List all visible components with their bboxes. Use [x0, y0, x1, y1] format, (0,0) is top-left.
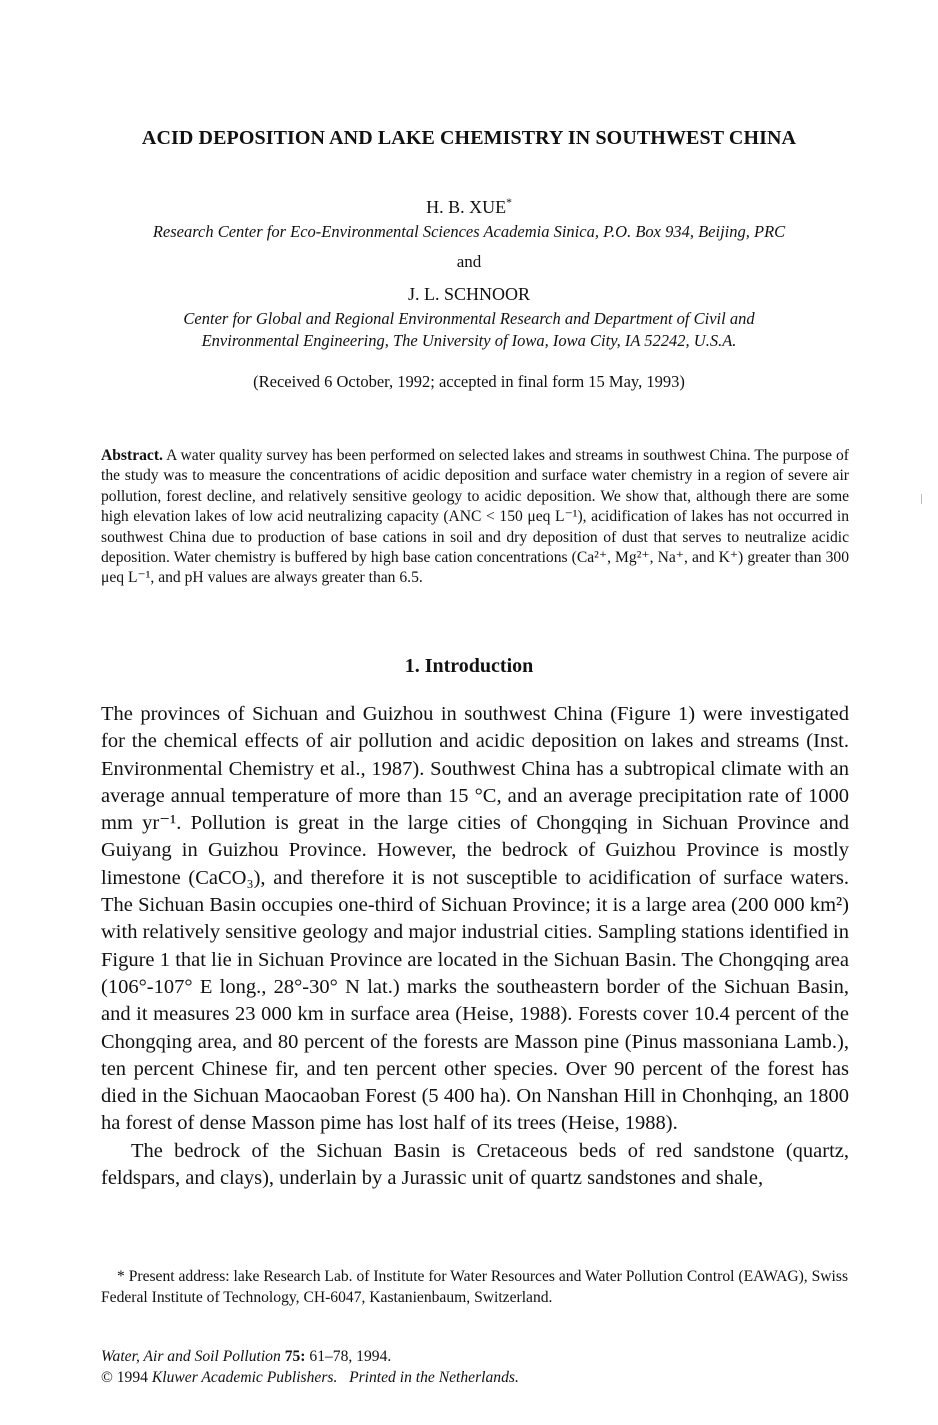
- abstract-text: A water quality survey has been performed on selected lakes and streams in southwest China. The purpose of the study was to measure the concentrations of acidic deposition and surface water chemistry in a region of severe air pollution, forest decline, and relatively sensitive geology to acidic deposition. We show that, although there are some high elevation lakes of low acid neutralizing capacity (ANC < 150 μeq L⁻¹), acidification of lakes has not occurred in southwest China due to production of base cations in soil and dry deposition of dust that serves to neutralize acidic deposition. Water chemistry is buffered by high base cation concentrations (Ca²⁺, Mg²⁺, Na⁺, and K⁺) greater than 300 μeq L⁻¹, and pH values are always greater than 6.5.: [101, 447, 849, 587]
- abstract-label: Abstract.: [101, 447, 163, 464]
- footnote: [101, 1266, 849, 1308]
- author-1-name: H. B. XUE: [426, 197, 507, 217]
- publisher: Kluwer Academic Publishers.: [151, 1369, 338, 1386]
- footnote-mark: *: [117, 1268, 125, 1285]
- abstract: [101, 446, 849, 589]
- paragraph: The provinces of Sichuan and Guizhou in southwest China (Figure 1) were investigated for the chemical effects of air pollution and acidic deposition on lakes and streams (Inst. Environmental Chemistry et al., 1987). Southwest China has a subtropical climate with an average annual temperature of more than 15 °C, and an average precipitation rate of 1000 mm yr⁻¹. Pollution is great in the large cities of Chongqing in Sichuan Province and Guiyang in Guizhou Province. However, the bedrock of Guizhou Province is mostly limestone (CaCO₃), and therefore it is not susceptible to acidification of surface waters. The Sichuan Basin occupies one-third of Sichuan Province; it is a large area (200 000 km²) with relatively sensitive geology and major industrial cities. Sampling stations identified in Figure 1 that lie in Sichuan Province are located in the Sichuan Basin. The Chongqing area (106°-107° E long., 28°-30° N lat.) marks the southeastern border of the Sichuan Basin, and it measures 23 000 km in surface area (Heise, 1988). Forests cover 10.4 percent of the Chongqing area, and 80 percent of the forests are Masson pine (Pinus massoniana Lamb.), ten percent Chinese fir, and ten percent other species. Over 90 percent of the forest has died in the Sichuan Maocaoban Forest (5 400 ha). On Nanshan Hill in Chonhqing, an 1800 ha forest of dense Masson pime has lost half of its trees (Heise, 1988).: [101, 703, 849, 1135]
- author-conjunction: and: [456, 252, 482, 271]
- author-2-affiliation-line-1: Center for Global and Regional Environmental Research and Department of Civil and: [183, 309, 755, 328]
- paper-title: ACID DEPOSITION AND LAKE CHEMISTRY IN SOUTHWEST CHINA: [141, 127, 797, 149]
- journal-pages: 61–78, 1994.: [309, 1348, 392, 1365]
- author-1-footnote-mark: *: [506, 196, 512, 209]
- copyright-year: © 1994: [101, 1369, 148, 1386]
- author-2-affiliation-line-2: Environmental Engineering, The University of Iowa, Iowa City, IA 52242, U.S.A.: [201, 331, 737, 350]
- journal-name: Water, Air and Soil Pollution: [101, 1348, 281, 1365]
- author-1-affiliation: Research Center for Eco-Environmental Sciences Academia Sinica, P.O. Box 934, Beijing, PRC: [152, 222, 786, 241]
- page-edge-mark: [921, 494, 922, 504]
- received-dates: (Received 6 October, 1992; accepted in final form 15 May, 1993): [253, 372, 685, 391]
- printed-in: Printed in the Netherlands.: [349, 1369, 519, 1386]
- footnote-text: Present address: lake Research Lab. of Institute for Water Resources and Water Pollution Control (EAWAG), Swiss Federal Institute of Technology, CH-6047, Kastanienbaum, Switzerland.: [101, 1268, 849, 1306]
- paragraph: The bedrock of the Sichuan Basin is Cretaceous beds of red sandstone (quartz, feldspars, and clays), underlain by a Jurassic unit of quartz sandstones and shale,: [101, 1139, 849, 1190]
- introduction-body: [101, 701, 849, 1192]
- journal-citation: [101, 1346, 849, 1367]
- journal-info: [101, 1346, 849, 1388]
- author-1: [0, 197, 938, 218]
- section-heading: 1. Introduction: [404, 655, 534, 677]
- author-2-name: J. L. SCHNOOR: [407, 284, 531, 304]
- journal-volume: 75:: [284, 1348, 306, 1365]
- copyright-line: [101, 1367, 849, 1388]
